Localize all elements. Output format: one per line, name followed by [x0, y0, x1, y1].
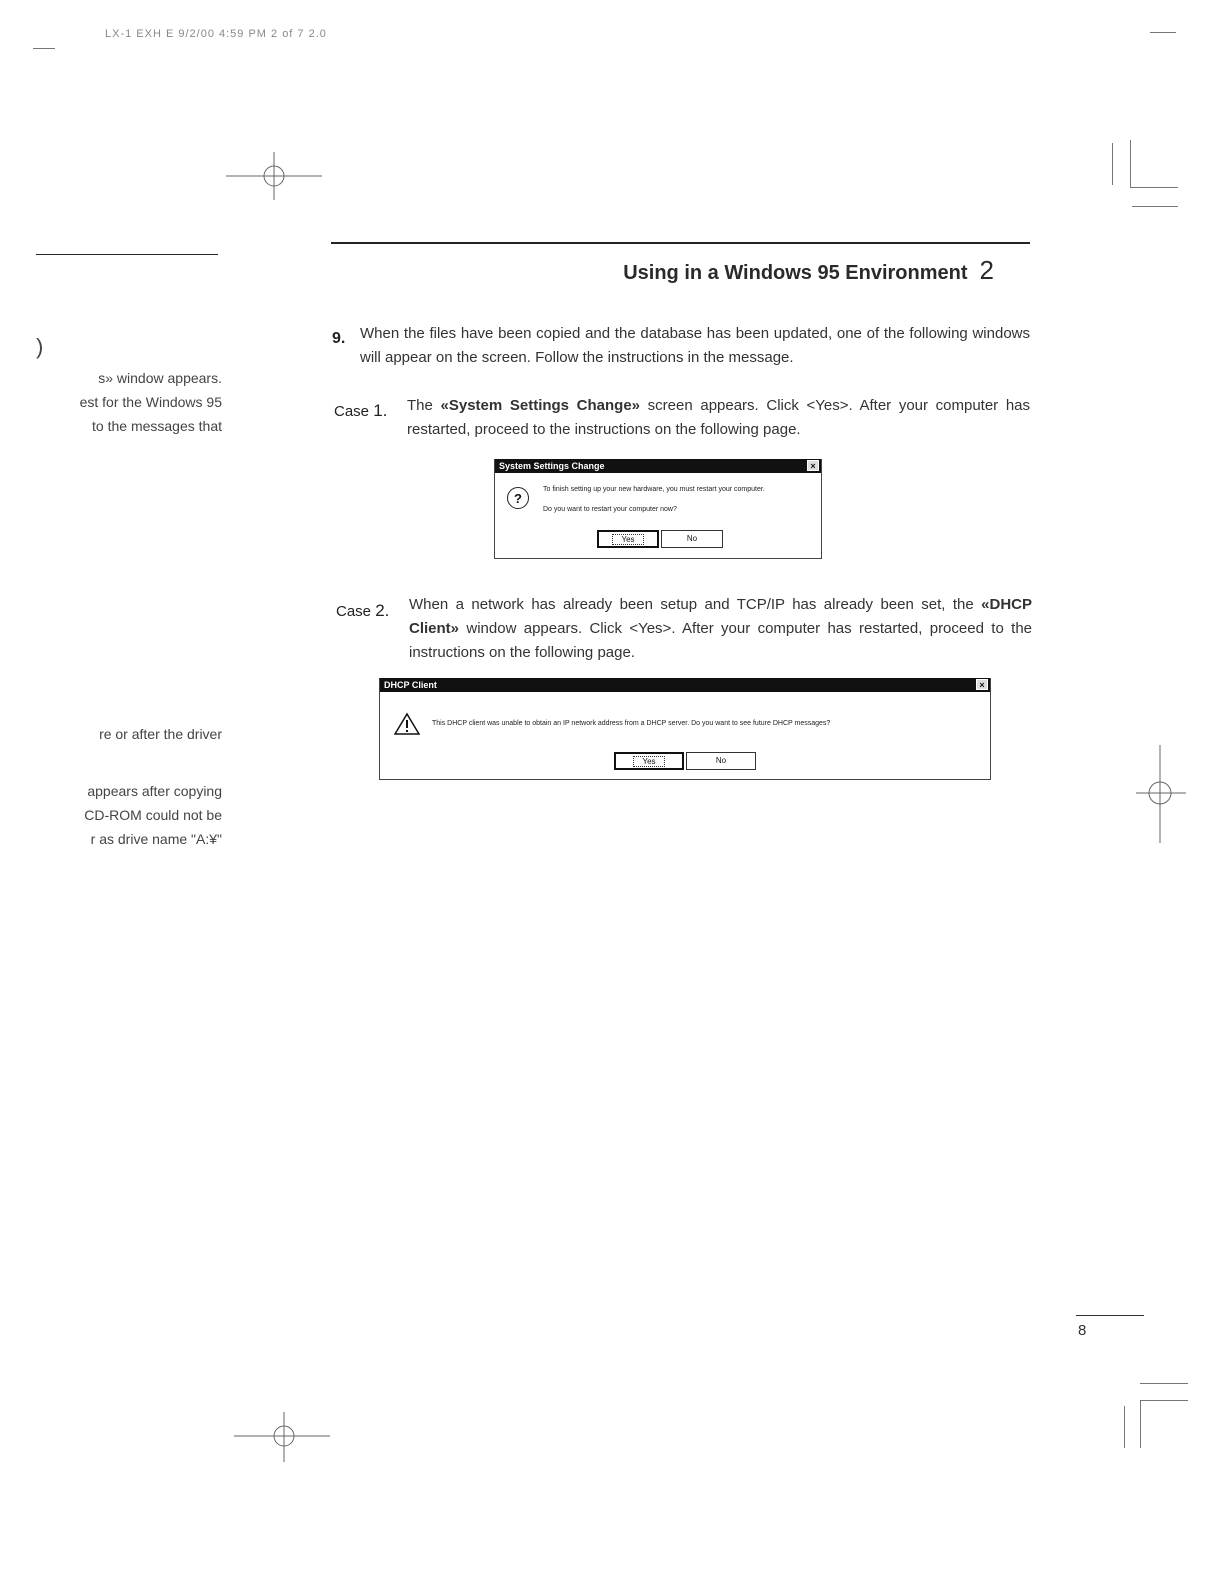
no-button[interactable]: No [661, 530, 723, 548]
dialog-title: DHCP Client [384, 680, 437, 690]
step-number: 9. [332, 330, 346, 347]
printer-slug: LX-1 EXH E 9/2/00 4:59 PM 2 of 7 2.0 [105, 28, 327, 40]
case-2-label: Case 2. [336, 601, 390, 620]
left-fragment: re or after the driver [99, 726, 222, 742]
header-rule [331, 242, 1030, 244]
yes-button[interactable]: Yes [614, 752, 684, 770]
registration-mark-icon [1132, 745, 1188, 845]
section-title: Using in a Windows 95 Environment [623, 262, 968, 284]
left-fragment: s» window appears. [98, 370, 222, 386]
case-2-text: When a network has already been setup and TCP/IP has already been set, the «DHCP Client» window appears. Click <Yes>. After your computer has restarted, proceed to the instructions on the following page. [409, 596, 1032, 661]
left-fragment: ) [36, 334, 44, 359]
no-button[interactable]: No [686, 752, 756, 770]
crop-mark [1140, 1400, 1188, 1401]
page-number-rule [1076, 1315, 1144, 1316]
section-header [623, 255, 994, 286]
crop-mark [1130, 140, 1131, 188]
dialog-message-line: Do you want to restart your computer now? [543, 506, 677, 513]
system-settings-change-dialog [494, 459, 822, 559]
case-1-text: The «System Settings Change» screen appears. Click <Yes>. After your computer has restarted, proceed to the instructions on the following page. [407, 397, 1031, 438]
dialog-titlebar [495, 459, 821, 473]
chapter-number: 2 [979, 255, 994, 285]
dialog-name-system-settings: «System Settings Change» [440, 397, 641, 414]
yes-button[interactable]: Yes [597, 530, 659, 548]
close-icon[interactable]: × [807, 460, 819, 471]
registration-mark-icon [234, 1410, 334, 1466]
crop-mark [1140, 1400, 1141, 1448]
registration-mark-icon [226, 150, 326, 202]
warning-icon [394, 712, 420, 736]
crop-mark [1150, 32, 1176, 33]
crop-mark [1140, 1383, 1188, 1384]
question-icon: ? [507, 487, 529, 509]
left-fragment: appears after copying [87, 783, 222, 799]
page-number: 8 [1078, 1322, 1087, 1339]
left-page-rule [36, 254, 218, 255]
left-fragment: to the messages that [92, 418, 222, 434]
left-fragment: r as drive name "A:¥" [90, 831, 222, 847]
step-9-text: When the files have been copied and the database has been updated, one of the following windows will appear on the screen. Follow the instructions in the message. [360, 325, 1030, 366]
left-fragment: est for the Windows 95 [79, 394, 222, 410]
dialog-message-line: To finish setting up your new hardware, you must restart your computer. [543, 486, 765, 493]
crop-mark [1112, 143, 1113, 185]
crop-mark [1130, 187, 1178, 188]
crop-mark [1132, 206, 1178, 207]
case-1-label: Case 1. [334, 401, 388, 420]
left-fragment: CD-ROM could not be [84, 807, 222, 823]
crop-mark [33, 48, 55, 49]
dialog-title: System Settings Change [499, 461, 605, 471]
dialog-titlebar [380, 678, 990, 692]
dialog-message-line: This DHCP client was unable to obtain an IP network address from a DHCP server. Do you want to see future DHCP messages? [432, 720, 831, 727]
close-icon[interactable]: × [976, 679, 988, 690]
crop-mark [1124, 1406, 1125, 1448]
dhcp-client-dialog [379, 678, 991, 780]
dialog-name-dhcp-client: «DHCP Client» [409, 596, 1032, 637]
